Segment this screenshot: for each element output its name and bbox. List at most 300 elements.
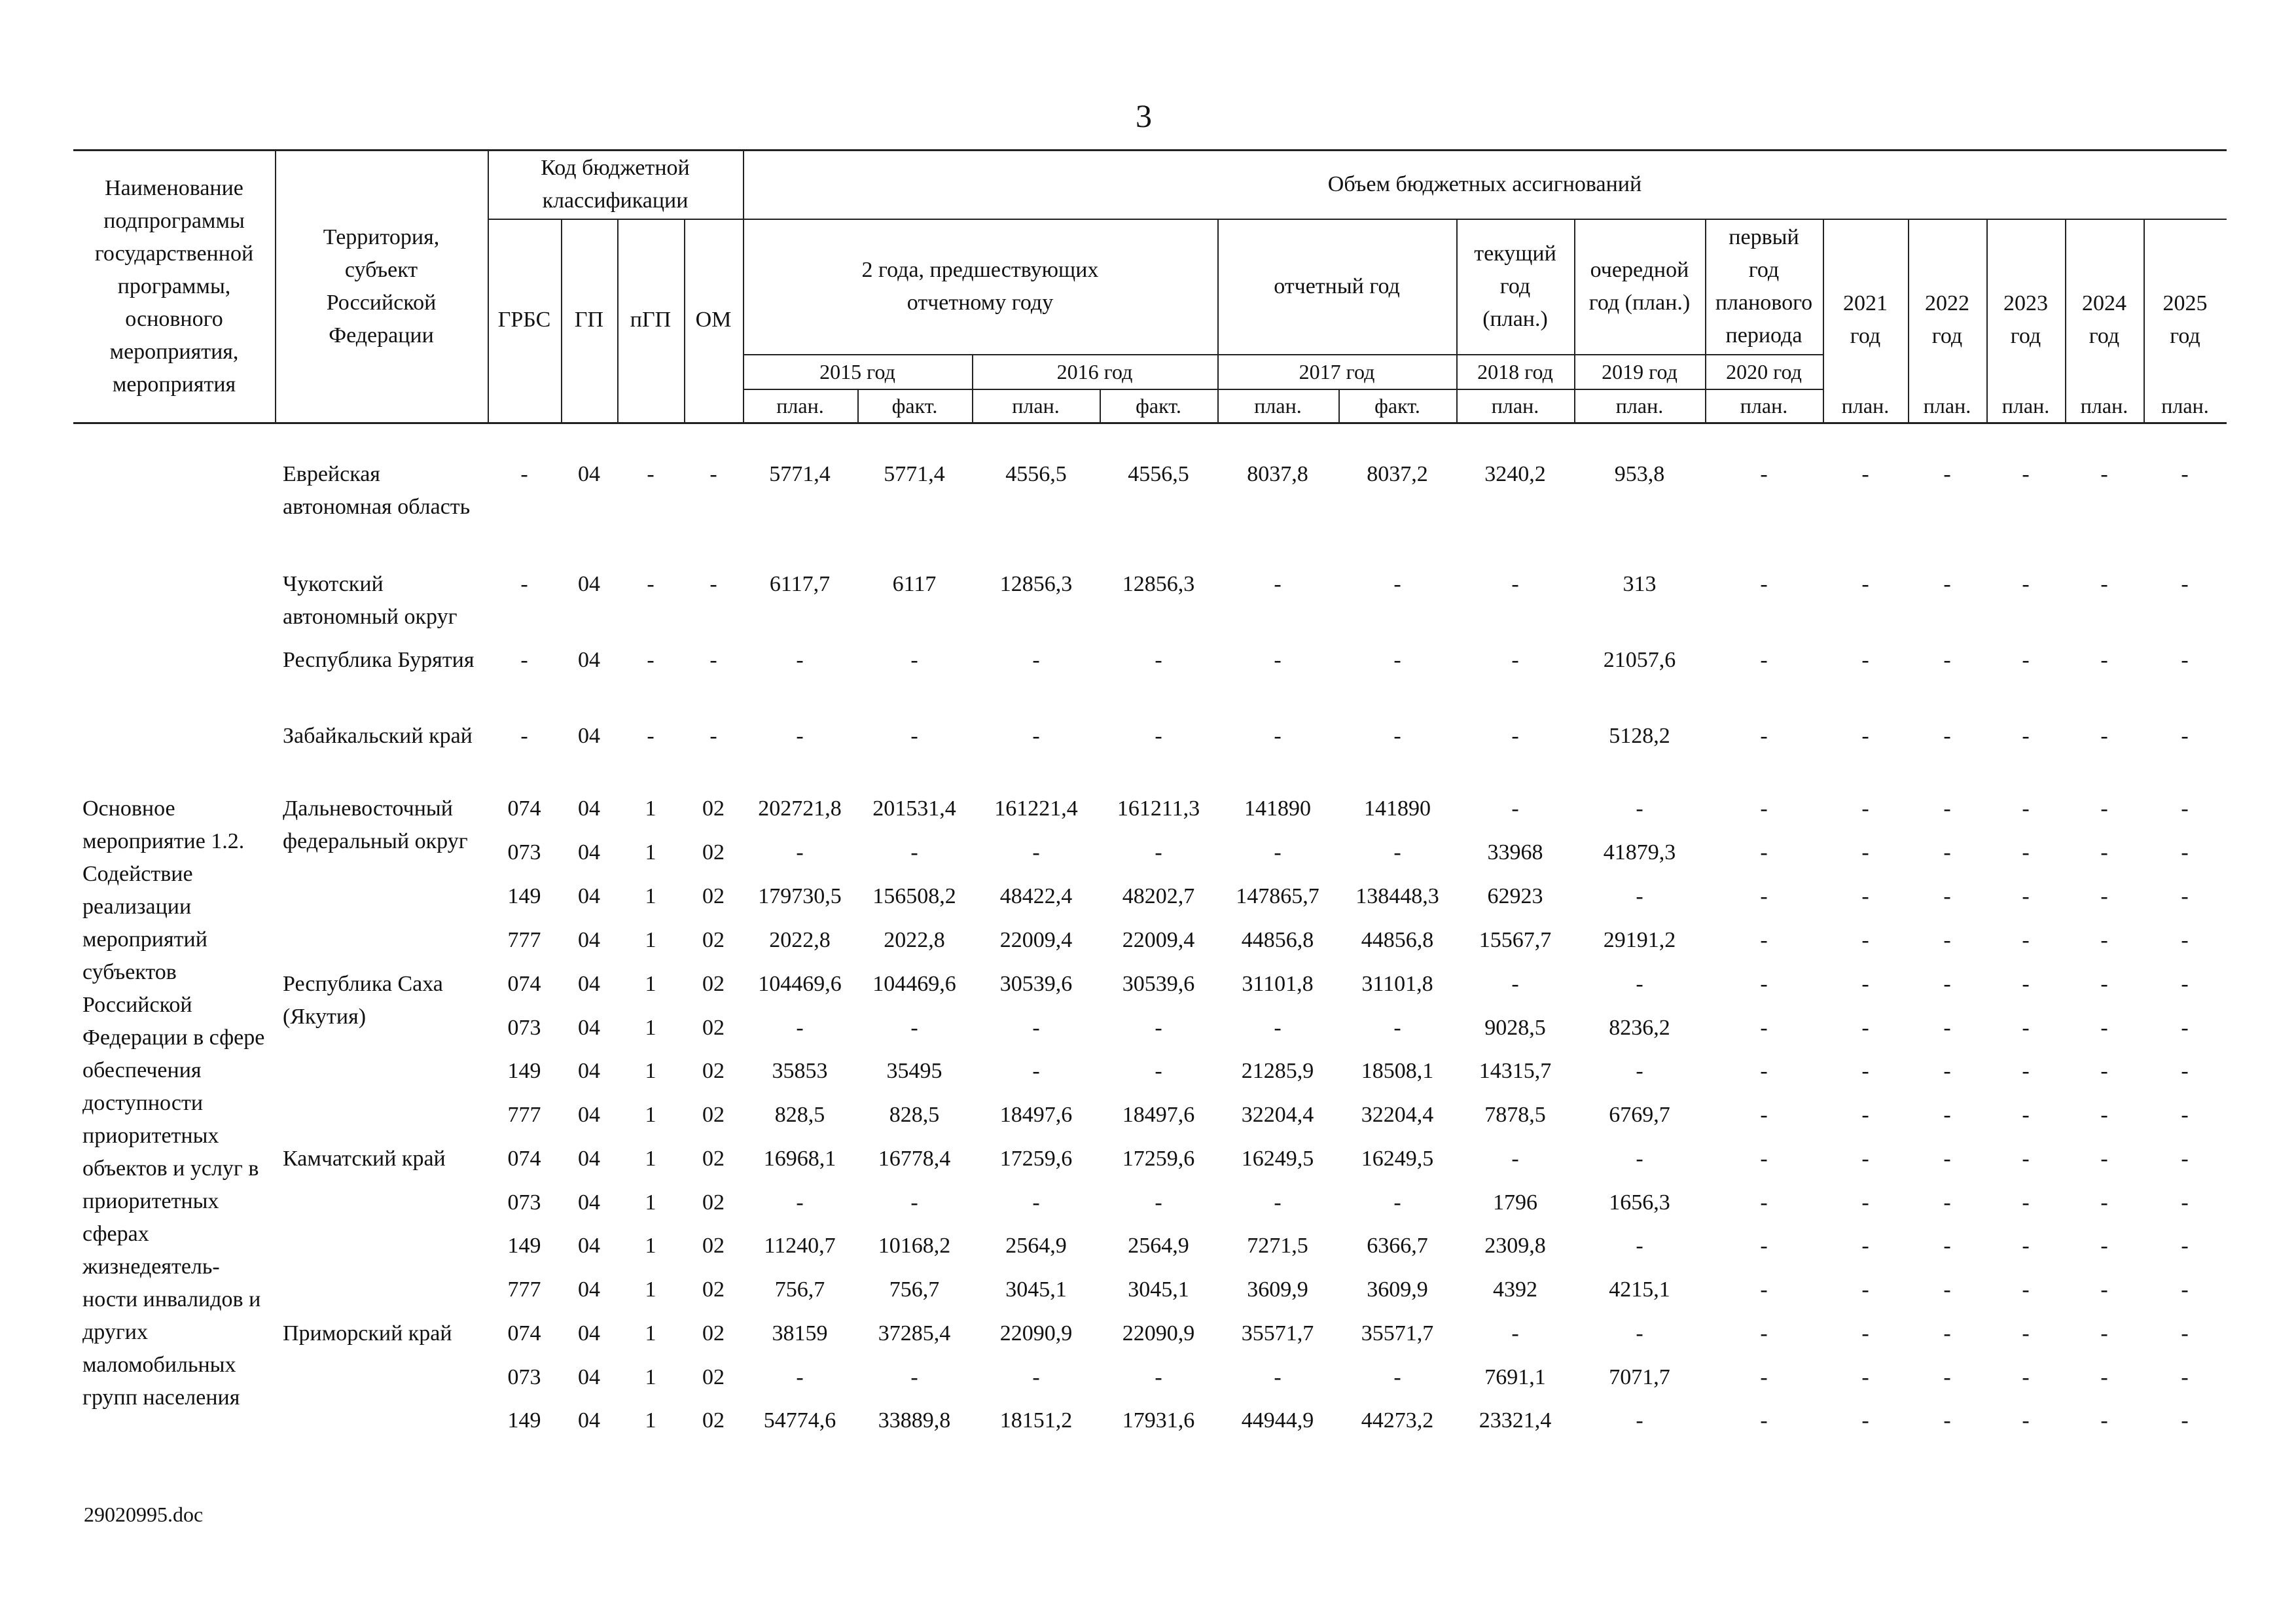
value-cell: 3045,1 (1005, 1277, 1067, 1302)
value-cell: 6769,7 (1609, 1103, 1670, 1127)
value-cell: - (2022, 462, 2030, 486)
header-year-2024: 2024 год (2082, 291, 2126, 348)
value-cell: 1656,3 (1609, 1190, 1670, 1215)
main-event-name: Основное мероприятие 1.2. Содействие реализации мероприятий субъектов Российской Федерации в сфере обеспечения доступности приоритетных объектов и услуг в приоритетных сферах жизнедеятель-ности инвалидов и других маломобильных групп населения (82, 796, 265, 1410)
code-cell-grbs: 073 (507, 1016, 541, 1040)
value-cell: - (1393, 1190, 1401, 1215)
code-cell-pgp: - (647, 648, 655, 672)
value-cell: 1796 (1493, 1190, 1537, 1215)
value-cell: - (910, 724, 918, 748)
value-cell: - (1274, 1016, 1282, 1040)
value-cell: 8037,2 (1367, 462, 1428, 486)
value-cell: 62923 (1487, 884, 1543, 908)
value-cell: - (1636, 796, 1643, 821)
code-cell-gp: 04 (578, 1321, 600, 1346)
code-cell-pgp: 1 (645, 1234, 656, 1258)
footer-document-id: 29020995.doc (84, 1503, 204, 1526)
value-cell: 33889,8 (878, 1408, 951, 1433)
value-cell: - (1760, 972, 1768, 996)
value-cell: - (2181, 1365, 2189, 1389)
value-cell: - (2022, 1016, 2030, 1040)
value-cell: - (1943, 1321, 1951, 1346)
value-cell: 5128,2 (1609, 724, 1670, 748)
code-cell-pgp: 1 (645, 1321, 656, 1346)
value-cell: 3045,1 (1128, 1277, 1189, 1302)
territory-name: Приморский край (283, 1321, 452, 1346)
value-cell: 2022,8 (769, 928, 831, 952)
value-cell: - (2181, 1277, 2189, 1302)
value-cell: 17259,6 (999, 1147, 1073, 1171)
code-cell-gp: 04 (578, 796, 600, 821)
code-cell-gp: 04 (578, 724, 600, 748)
value-cell: 3609,9 (1247, 1277, 1308, 1302)
header-year-2020: 2020 год (1726, 360, 1802, 383)
value-cell: 22090,9 (1122, 1321, 1195, 1346)
value-cell: - (2100, 724, 2108, 748)
value-cell: - (2022, 1190, 2030, 1215)
value-cell: 22090,9 (999, 1321, 1073, 1346)
value-cell: - (1943, 724, 1951, 748)
territory-name: Забайкальский край (283, 724, 473, 748)
value-cell: - (1861, 1365, 1869, 1389)
value-cell: - (2181, 1103, 2189, 1127)
value-cell: - (2022, 724, 2030, 748)
value-cell: 35571,7 (1361, 1321, 1434, 1346)
value-cell: - (2100, 462, 2108, 486)
header-year-2019: 2019 год (1602, 360, 1677, 383)
value-cell: - (1861, 1190, 1869, 1215)
value-cell: 4556,5 (1128, 462, 1189, 486)
header-first-plan-year: первый год планового периода (1715, 225, 1813, 348)
code-cell-grbs: 149 (507, 1059, 541, 1083)
territory-name: Дальневосточный федеральный округ (283, 796, 468, 853)
code-cell-om: - (709, 462, 717, 486)
header-current-year: текущий год (план.) (1474, 241, 1556, 331)
code-cell-pgp: 1 (645, 1190, 656, 1215)
value-cell: - (1943, 1103, 1951, 1127)
value-cell: - (2181, 1016, 2189, 1040)
value-cell: - (1861, 1103, 1869, 1127)
value-cell: - (1943, 884, 1951, 908)
value-cell: - (2100, 928, 2108, 952)
code-cell-gp: 04 (578, 884, 600, 908)
code-cell-om: 02 (702, 1321, 725, 1346)
code-cell-om: - (709, 724, 717, 748)
value-cell: - (1760, 1408, 1768, 1433)
value-cell: 12856,3 (999, 572, 1073, 596)
code-cell-grbs: 074 (507, 1147, 541, 1171)
value-cell: - (1511, 572, 1519, 596)
value-cell: 313 (1623, 572, 1657, 596)
territory-name: Чукотский автономный округ (283, 572, 457, 629)
header-name-column: Наименование подпрограммы государственной программы, основного мероприятия, мероприятия (94, 175, 254, 397)
header-volume: Объем бюджетных ассигнований (1327, 172, 1642, 196)
value-cell: - (1760, 1016, 1768, 1040)
value-cell: - (1943, 972, 1951, 996)
code-cell-pgp: 1 (645, 1408, 656, 1433)
value-cell: 31101,8 (1361, 972, 1433, 996)
value-cell: 17259,6 (1122, 1147, 1195, 1171)
value-cell: - (1760, 928, 1768, 952)
value-cell: 35495 (886, 1059, 942, 1083)
value-cell: 32204,4 (1361, 1103, 1434, 1127)
value-cell: 828,5 (889, 1103, 940, 1127)
value-cell: - (1393, 1365, 1401, 1389)
value-cell: - (796, 840, 804, 865)
value-cell: - (2100, 796, 2108, 821)
value-cell: - (1760, 796, 1768, 821)
value-cell: - (1943, 840, 1951, 865)
header-gp: ГП (574, 308, 604, 332)
value-cell: - (2181, 1059, 2189, 1083)
code-cell-pgp: 1 (645, 840, 656, 865)
value-cell: 2564,9 (1005, 1234, 1067, 1258)
value-cell: - (1943, 796, 1951, 821)
value-cell: - (1760, 1190, 1768, 1215)
value-cell: 37285,4 (878, 1321, 951, 1346)
code-cell-om: 02 (702, 1365, 725, 1389)
value-cell: - (2022, 796, 2030, 821)
value-cell: 48422,4 (999, 884, 1073, 908)
code-cell-om: 02 (702, 1059, 725, 1083)
value-cell: - (1636, 1059, 1643, 1083)
header-year-2018: 2018 год (1477, 360, 1553, 383)
value-cell: - (1032, 1016, 1040, 1040)
value-cell: 828,5 (774, 1103, 825, 1127)
value-cell: - (2100, 1277, 2108, 1302)
value-cell: - (1511, 796, 1519, 821)
value-cell: 18508,1 (1361, 1059, 1434, 1083)
value-cell: 202721,8 (758, 796, 842, 821)
value-cell: - (2022, 928, 2030, 952)
value-cell: 141890 (1244, 796, 1311, 821)
value-cell: - (1943, 928, 1951, 952)
value-cell: - (1032, 1365, 1040, 1389)
value-cell: 4556,5 (1005, 462, 1067, 486)
value-cell: - (2100, 1408, 2108, 1433)
value-cell: - (1393, 1016, 1401, 1040)
code-cell-grbs: - (520, 462, 528, 486)
code-cell-om: 02 (702, 1190, 725, 1215)
value-cell: 12856,3 (1122, 572, 1195, 596)
territory-name: Еврейская автономная область (283, 462, 471, 519)
code-cell-gp: 04 (578, 1059, 600, 1083)
value-cell: - (1032, 648, 1040, 672)
header-budget-code: Код бюджетной классификации (541, 156, 690, 213)
value-cell: 138448,3 (1355, 884, 1439, 908)
code-cell-gp: 04 (578, 1365, 600, 1389)
value-cell: 38159 (772, 1321, 828, 1346)
code-cell-gp: 04 (578, 1190, 600, 1215)
value-cell: 15567,7 (1479, 928, 1552, 952)
code-cell-gp: 04 (578, 462, 600, 486)
value-cell: - (2022, 840, 2030, 865)
value-cell: - (2022, 1234, 2030, 1258)
value-cell: - (1861, 1321, 1869, 1346)
header-pgp: пГП (630, 308, 672, 332)
value-cell: - (1032, 1190, 1040, 1215)
value-cell: - (796, 1190, 804, 1215)
value-cell: 9028,5 (1484, 1016, 1546, 1040)
code-cell-grbs: 074 (507, 796, 541, 821)
code-cell-om: 02 (702, 972, 725, 996)
value-cell: - (1511, 1321, 1519, 1346)
code-cell-grbs: 777 (507, 928, 541, 952)
value-cell: - (1155, 840, 1162, 865)
value-cell: - (2022, 1277, 2030, 1302)
value-cell: - (1636, 884, 1643, 908)
value-cell: 22009,4 (999, 928, 1073, 952)
value-cell: - (910, 840, 918, 865)
value-cell: 44856,8 (1241, 928, 1314, 952)
value-cell: - (2022, 1408, 2030, 1433)
value-cell: - (796, 1016, 804, 1040)
value-cell: - (2181, 1190, 2189, 1215)
header-year-2017: 2017 год (1299, 360, 1375, 383)
value-cell: 7878,5 (1484, 1103, 1546, 1127)
value-cell: 2309,8 (1484, 1234, 1546, 1258)
value-cell: - (2181, 572, 2189, 596)
value-cell: 756,7 (774, 1277, 825, 1302)
code-cell-pgp: 1 (645, 884, 656, 908)
header-year-2023: 2023 год (2003, 291, 2048, 348)
code-cell-pgp: 1 (645, 1365, 656, 1389)
header-report-year: отчетный год (1274, 274, 1400, 298)
header-two-years: 2 года, предшествующих отчетному году (861, 258, 1099, 315)
value-cell: - (1943, 462, 1951, 486)
value-cell: 18151,2 (999, 1408, 1073, 1433)
value-cell: - (910, 1365, 918, 1389)
value-cell: - (2181, 648, 2189, 672)
value-cell: 7271,5 (1247, 1234, 1308, 1258)
code-cell-gp: 04 (578, 840, 600, 865)
code-cell-pgp: 1 (645, 1277, 656, 1302)
value-cell: 6117 (892, 572, 937, 596)
code-cell-om: 02 (702, 840, 725, 865)
value-cell: 30539,6 (999, 972, 1073, 996)
value-cell: - (1274, 1365, 1282, 1389)
header-plan: план. (1012, 394, 1060, 418)
value-cell: 161211,3 (1117, 796, 1200, 821)
value-cell: 6117,7 (769, 572, 831, 596)
header-fact: факт. (891, 394, 938, 418)
code-cell-grbs: 073 (507, 1190, 541, 1215)
value-cell: - (2100, 1321, 2108, 1346)
code-cell-grbs: 149 (507, 1234, 541, 1258)
code-cell-grbs: 777 (507, 1103, 541, 1127)
value-cell: - (2100, 1234, 2108, 1258)
value-cell: - (2181, 724, 2189, 748)
value-cell: - (1861, 572, 1869, 596)
value-cell: - (1274, 648, 1282, 672)
code-cell-pgp: - (647, 462, 655, 486)
value-cell: 4392 (1493, 1277, 1537, 1302)
value-cell: 35853 (772, 1059, 828, 1083)
value-cell: - (2181, 884, 2189, 908)
code-cell-pgp: 1 (645, 796, 656, 821)
value-cell: - (2022, 1059, 2030, 1083)
value-cell: 953,8 (1614, 462, 1665, 486)
value-cell: 3240,2 (1484, 462, 1546, 486)
header-plan: план. (2001, 394, 2050, 418)
value-cell: - (1274, 1190, 1282, 1215)
header-fact: факт. (1374, 394, 1420, 418)
value-cell: - (2100, 1016, 2108, 1040)
value-cell: - (1274, 840, 1282, 865)
value-cell: - (1861, 1408, 1869, 1433)
value-cell: - (1511, 972, 1519, 996)
value-cell: 7691,1 (1484, 1365, 1546, 1389)
value-cell: - (1032, 1059, 1040, 1083)
value-cell: - (1943, 572, 1951, 596)
value-cell: - (1760, 1103, 1768, 1127)
value-cell: - (1861, 1059, 1869, 1083)
value-cell: 16249,5 (1361, 1147, 1434, 1171)
value-cell: - (2181, 1321, 2189, 1346)
value-cell: - (910, 648, 918, 672)
header-next-year: очередной год (план.) (1588, 258, 1691, 315)
value-cell: 756,7 (889, 1277, 940, 1302)
value-cell: - (1636, 972, 1643, 996)
value-cell: - (796, 648, 804, 672)
value-cell: - (1861, 462, 1869, 486)
code-cell-om: 02 (702, 928, 725, 952)
code-cell-gp: 04 (578, 572, 600, 596)
value-cell: - (1760, 1365, 1768, 1389)
value-cell: - (1943, 1059, 1951, 1083)
value-cell: 5771,4 (769, 462, 831, 486)
value-cell: - (2181, 796, 2189, 821)
code-cell-pgp: 1 (645, 1147, 656, 1171)
value-cell: - (1760, 1234, 1768, 1258)
code-cell-grbs: 073 (507, 1365, 541, 1389)
code-cell-om: 02 (702, 1016, 725, 1040)
value-cell: - (2100, 1147, 2108, 1171)
code-cell-gp: 04 (578, 972, 600, 996)
header-territory-column: Территория, субъект Российской Федерации (323, 224, 440, 348)
value-cell: 16968,1 (763, 1147, 836, 1171)
code-cell-om: 02 (702, 1147, 725, 1171)
code-cell-grbs: 073 (507, 840, 541, 865)
value-cell: - (1861, 884, 1869, 908)
value-cell: - (2022, 1321, 2030, 1346)
code-cell-grbs: - (520, 572, 528, 596)
page-number: 3 (1136, 98, 1152, 134)
value-cell: - (2022, 1103, 2030, 1127)
value-cell: - (2100, 972, 2108, 996)
value-cell: - (1760, 648, 1768, 672)
header-plan: план. (2080, 394, 2128, 418)
code-cell-grbs: 074 (507, 972, 541, 996)
value-cell: - (1861, 928, 1869, 952)
value-cell: - (1032, 840, 1040, 865)
value-cell: - (2100, 1103, 2108, 1127)
value-cell: - (2100, 1365, 2108, 1389)
territory-name: Камчатский край (283, 1147, 446, 1171)
value-cell: - (796, 1365, 804, 1389)
code-cell-grbs: - (520, 724, 528, 748)
value-cell: 41879,3 (1603, 840, 1676, 865)
value-cell: - (2022, 648, 2030, 672)
code-cell-om: - (709, 572, 717, 596)
code-cell-gp: 04 (578, 1147, 600, 1171)
value-cell: - (1760, 1059, 1768, 1083)
value-cell: 179730,5 (758, 884, 842, 908)
value-cell: 3609,9 (1367, 1277, 1428, 1302)
code-cell-grbs: 074 (507, 1321, 541, 1346)
territory-name: Республика Бурятия (283, 648, 475, 672)
header-plan: план. (1740, 394, 1788, 418)
value-cell: 156508,2 (872, 884, 956, 908)
value-cell: - (2100, 648, 2108, 672)
value-cell: 18497,6 (1122, 1103, 1195, 1127)
value-cell: - (2022, 1147, 2030, 1171)
value-cell: 8037,8 (1247, 462, 1308, 486)
value-cell: - (2181, 1234, 2189, 1258)
code-cell-grbs: 777 (507, 1277, 541, 1302)
code-cell-gp: 04 (578, 928, 600, 952)
value-cell: - (1155, 1365, 1162, 1389)
value-cell: 23321,4 (1479, 1408, 1552, 1433)
value-cell: 22009,4 (1122, 928, 1195, 952)
value-cell: 44856,8 (1361, 928, 1434, 952)
value-cell: - (2100, 840, 2108, 865)
value-cell: - (2022, 572, 2030, 596)
value-cell: 32204,4 (1241, 1103, 1314, 1127)
value-cell: - (2100, 1059, 2108, 1083)
value-cell: - (1636, 1234, 1643, 1258)
value-cell: 35571,7 (1241, 1321, 1314, 1346)
value-cell: 104469,6 (872, 972, 956, 996)
code-cell-om: 02 (702, 1103, 725, 1127)
value-cell: - (1393, 572, 1401, 596)
code-cell-om: 02 (702, 796, 725, 821)
value-cell: 17931,6 (1122, 1408, 1195, 1433)
header-year-2022: 2022 год (1925, 291, 1969, 348)
value-cell: 161221,4 (994, 796, 1078, 821)
value-cell: - (1861, 840, 1869, 865)
value-cell: 16778,4 (878, 1147, 951, 1171)
value-cell: - (1155, 1059, 1162, 1083)
value-cell: - (2022, 1365, 2030, 1389)
value-cell: - (1861, 724, 1869, 748)
header-year-2015: 2015 год (819, 360, 895, 383)
code-cell-grbs: 149 (507, 884, 541, 908)
value-cell: - (2181, 972, 2189, 996)
value-cell: - (2181, 840, 2189, 865)
value-cell: - (1636, 1408, 1643, 1433)
header-plan: план. (1491, 394, 1539, 418)
code-cell-gp: 04 (578, 1103, 600, 1127)
code-cell-gp: 04 (578, 1016, 600, 1040)
value-cell: - (1943, 1016, 1951, 1040)
value-cell: 4215,1 (1609, 1277, 1670, 1302)
value-cell: - (1032, 724, 1040, 748)
value-cell: - (2022, 884, 2030, 908)
value-cell: - (1511, 1147, 1519, 1171)
value-cell: 18497,6 (999, 1103, 1073, 1127)
value-cell: - (1760, 572, 1768, 596)
code-cell-om: - (709, 648, 717, 672)
value-cell: 44273,2 (1361, 1408, 1434, 1433)
header-plan: план. (2161, 394, 2209, 418)
value-cell: 201531,4 (872, 796, 956, 821)
value-cell: - (1760, 462, 1768, 486)
value-cell: - (1760, 884, 1768, 908)
value-cell: - (2181, 462, 2189, 486)
value-cell: - (1861, 1147, 1869, 1171)
value-cell: - (2181, 928, 2189, 952)
